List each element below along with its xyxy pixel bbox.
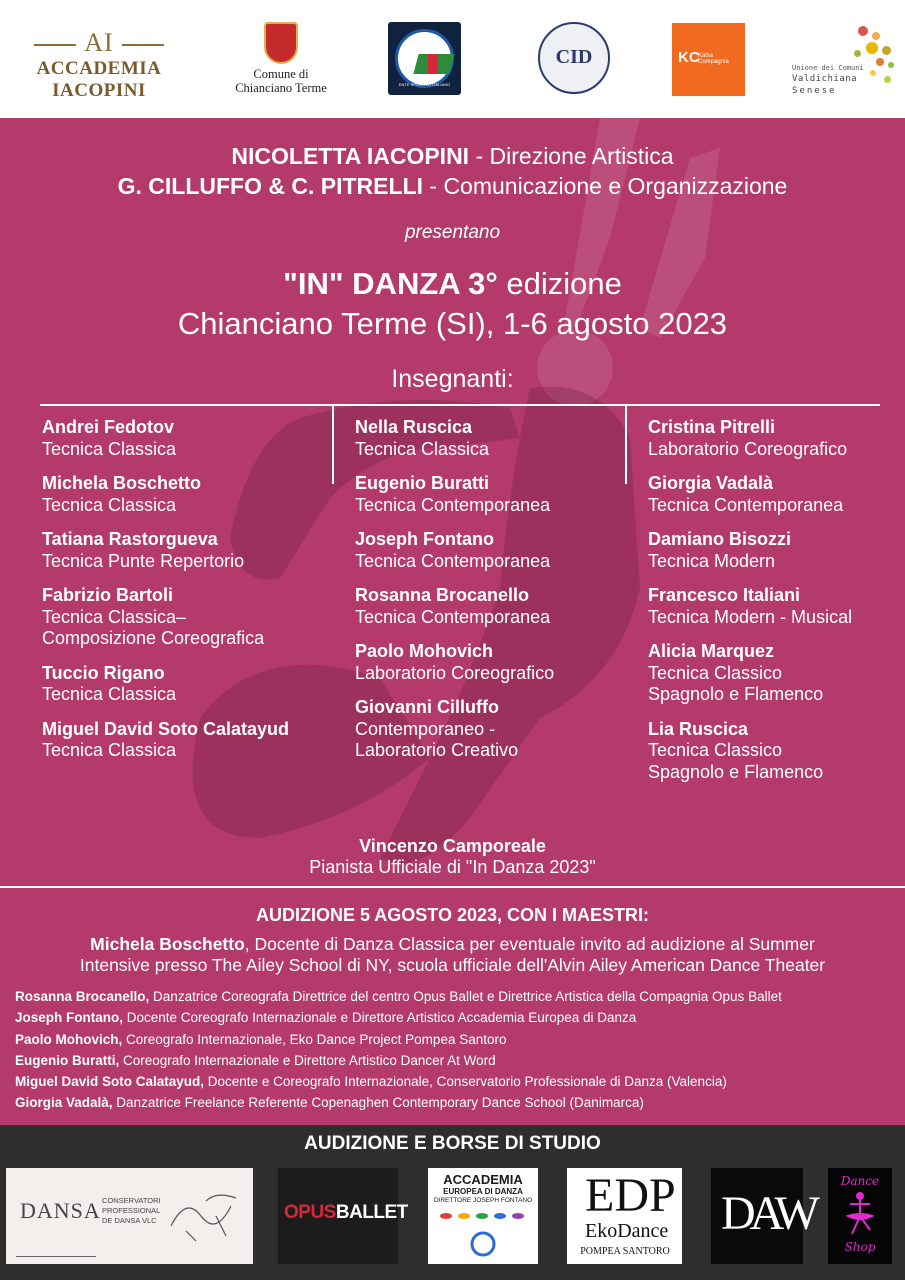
teacher-name: Nella Ruscica — [355, 417, 473, 437]
unione-comuni-logo — [792, 26, 902, 100]
teacher-name: Michela Boschetto — [42, 473, 202, 493]
teacher-entry — [648, 473, 852, 516]
jury-name: Paolo Mohovich, — [15, 1031, 123, 1047]
audition-main-name: Michela Boschetto — [90, 934, 245, 954]
eko-dance-project-logo — [567, 1168, 682, 1264]
teacher-entry — [42, 417, 289, 460]
audition-title: AUDIZIONE 5 AGOSTO 2023, CON I MAESTRI: — [255, 905, 650, 925]
pianist-role: Pianista Ufficiale di "In Danza 2023" — [309, 857, 596, 877]
teacher-role: Tecnica Classica — [42, 740, 177, 760]
teacher-name: Tuccio Rigano — [42, 662, 165, 683]
list-item — [15, 1071, 900, 1092]
teacher-role: Laboratorio Coreografico — [648, 438, 848, 459]
teacher-entry — [355, 697, 554, 762]
teacher-name: Rosanna Brocanello — [355, 585, 530, 605]
cid-logo — [538, 22, 610, 94]
column-divider — [332, 406, 334, 484]
teacher-entry — [355, 417, 554, 460]
teacher-role: Tecnica Modern — [648, 550, 776, 571]
teacher-role: Tecnica Classica– — [42, 606, 187, 627]
divider — [40, 404, 880, 406]
accademia-mark: AI — [10, 28, 188, 58]
teacher-name: Lia Ruscica — [648, 718, 749, 739]
teacher-role: Tecnica Contemporanea — [355, 550, 551, 571]
teacher-role: Tecnica Punte Repertorio — [42, 550, 245, 571]
teacher-role-line2: Spagnolo e Flamenco — [648, 761, 824, 782]
list-item — [15, 1007, 900, 1028]
teacher-role: Tecnica Contemporanea — [355, 494, 551, 515]
teacher-name: Giovanni Cilluffo — [355, 697, 499, 717]
audition-main-line1: , Docente di Danza Classica per eventuale invito ad audizione al Summer — [244, 934, 815, 954]
teacher-role-line2: Laboratorio Creativo — [355, 740, 519, 760]
teacher-name: Damiano Bisozzi — [648, 529, 792, 549]
teacher-role: Tecnica Classica — [42, 684, 177, 704]
unione-line1: Unione dei Comuni — [792, 64, 864, 72]
list-item — [15, 1092, 900, 1113]
colored-dots-icon — [438, 1210, 528, 1260]
list-item — [15, 1029, 900, 1050]
teacher-name: Alicia Marquez — [648, 641, 775, 661]
accademia-europea-title: ACCADEMIA — [443, 1172, 523, 1187]
accademia-europea-sub: EUROPEA DI DANZA — [443, 1187, 523, 1196]
teacher-entry — [355, 473, 554, 516]
teacher-name: Giorgia Vadalà — [648, 473, 774, 493]
teacher-role: Contemporaneo - — [355, 718, 496, 739]
artistic-director-role: - Direzione Artistica — [469, 143, 674, 169]
teacher-entry — [648, 719, 852, 784]
kalsa-compagnia-logo — [672, 23, 745, 96]
artistic-director-name: NICOLETTA IACOPINI — [231, 143, 470, 169]
jury-name: Miguel David Soto Calatayud, — [15, 1074, 205, 1090]
teacher-entry — [648, 641, 852, 706]
organizers-role: - Comunicazione e Organizzazione — [423, 173, 788, 199]
teacher-name: Tatiana Rastorgueva — [42, 529, 218, 549]
jury-desc: Docente Coreografo Internazionale e Direttore Artistico Accademia Europea di Danza — [123, 1010, 637, 1026]
teacher-name: Andrei Fedotov — [42, 417, 175, 437]
audition-main-text — [0, 934, 905, 975]
crest-icon — [264, 22, 298, 64]
comune-line2: Chianciano Terme — [235, 81, 327, 95]
comune-chianciano-logo — [226, 22, 336, 100]
bottom-title: AUDIZIONE E BORSE DI STUDIO — [304, 1133, 601, 1154]
sponsor-bar-top — [0, 0, 905, 118]
teacher-name: Cristina Pitrelli — [648, 417, 776, 437]
comune-line1: Comune di — [253, 67, 309, 81]
jury-name: Joseph Fontano, — [15, 1010, 123, 1026]
teacher-role: Tecnica Contemporanea — [648, 494, 844, 515]
jury-name: Giorgia Vadalà, — [15, 1095, 113, 1111]
dansa-sub: CONSERVATORI PROFESSIONAL DE DANSA VLC — [102, 1196, 161, 1225]
teacher-role: Tecnica Classica — [42, 494, 177, 515]
teacher-name: Paolo Mohovich — [355, 641, 494, 661]
unione-line2: Valdichiana — [792, 74, 858, 84]
teacher-role: Tecnica Classico — [648, 740, 783, 760]
teacher-entry — [42, 719, 289, 762]
teacher-role: Tecnica Classica — [355, 438, 490, 459]
teacher-entry — [42, 529, 289, 572]
accademia-name: ACCADEMIA IACOPINI — [36, 58, 162, 101]
teacher-entry — [355, 641, 554, 684]
accademia-europea-director: DIRETTORE JOSEPH FONTANO — [433, 1197, 533, 1204]
conservatori-dansa-logo — [6, 1168, 253, 1264]
dancer-at-word-logo — [711, 1168, 814, 1264]
divider — [0, 886, 905, 888]
presentano-text: presentano — [404, 222, 501, 243]
cid-text: CID — [555, 46, 593, 68]
pianist-name: Vincenzo Camporeale — [359, 836, 546, 856]
kc-text: KC — [678, 49, 700, 66]
dansa-mark: DANSA — [20, 1198, 101, 1223]
ballerina-icon — [844, 1190, 876, 1238]
dance-shop-logo — [828, 1168, 892, 1264]
jury-desc: Coreografo Internazionale, Eko Dance Project Pompea Santoro — [122, 1031, 507, 1047]
teacher-entry — [42, 585, 289, 650]
teacher-name: Miguel David Soto Calatayud — [42, 718, 290, 739]
teacher-entry — [42, 663, 289, 706]
jury-desc: Coreografo Internazionale e Direttore Artistico Dancer At Word — [119, 1052, 496, 1068]
audition-list — [15, 986, 900, 1114]
jury-desc: Danzatrice Freelance Referente Copenaghen Contemporary Dance School (Danimarca) — [112, 1095, 644, 1111]
teacher-role: Tecnica Classica — [42, 438, 177, 459]
dancers-sketch-icon — [166, 1186, 246, 1246]
accademia-iacopini-logo — [10, 28, 188, 101]
teacher-role: Tecnica Classico — [648, 662, 783, 683]
teacher-role: Tecnica Modern - Musical — [648, 606, 853, 627]
opus-text: OPUS — [284, 1202, 336, 1223]
jury-desc: Docente e Coreografo Internazionale, Conservatorio Professionale di Danza (Valencia) — [204, 1074, 727, 1090]
column-divider — [625, 406, 627, 484]
dance-shop-text: Dance — [840, 1174, 880, 1188]
audition-main-line2: Intensive presso The Ailey School di NY, scuola ufficiale dell'Alvin Ailey American Dance Theater — [79, 954, 826, 975]
jury-desc: Danzatrice Coreografa Direttrice del centro Opus Ballet e Direttrice Artistica della Compagnia Opus Ballet — [149, 989, 782, 1004]
teacher-name: Francesco Italiani — [648, 585, 801, 605]
list-item — [15, 986, 900, 1007]
edp-mark: EDP — [585, 1169, 676, 1222]
header-line-1 — [0, 143, 905, 170]
event-place-date: Chianciano Terme (SI), 1-6 agosto 2023 — [177, 306, 728, 341]
kc-sub-text: Kalsa Compagnia — [698, 53, 729, 65]
shop-text: Shop — [844, 1240, 876, 1254]
event-edition: edizione — [497, 266, 622, 301]
ekodance-text: EkoDance — [585, 1220, 669, 1242]
teacher-role: Laboratorio Coreografico — [355, 662, 555, 683]
unione-line3: Senese — [792, 86, 837, 96]
teachers-heading: Insegnanti: — [391, 365, 514, 393]
teacher-role-line2: Spagnolo e Flamenco — [648, 684, 824, 704]
accademia-europea-logo — [428, 1168, 538, 1264]
teacher-entry — [648, 529, 852, 572]
ballet-text: BALLET — [335, 1202, 408, 1223]
teachers-column-3 — [648, 417, 852, 796]
teacher-role: Tecnica Contemporanea — [355, 606, 551, 627]
header-line-2 — [0, 173, 905, 200]
teacher-entry — [42, 473, 289, 516]
pompea-santoro-text: POMPEA SANTORO — [580, 1246, 670, 1257]
event-name: "IN" DANZA 3° — [283, 266, 498, 301]
organizers-names: G. CILLUFFO & C. PITRELLI — [117, 173, 423, 199]
teacher-name: Fabrizio Bartoli — [42, 585, 174, 605]
ente-text: ENTE SPORTIVO ITALIANO — [398, 82, 451, 87]
teacher-role-line2: Composizione Coreografica — [42, 628, 265, 648]
teachers-column-2 — [355, 417, 554, 775]
teacher-entry — [355, 529, 554, 572]
jury-name: Eugenio Buratti, — [15, 1052, 120, 1068]
pianist-block — [0, 836, 905, 878]
teachers-column-1 — [42, 417, 289, 775]
teacher-entry — [648, 417, 852, 460]
teacher-entry — [355, 585, 554, 628]
ente-circle-icon — [395, 29, 454, 88]
ente-sportivo-logo — [388, 22, 461, 95]
jury-name: Rosanna Brocanello, — [15, 989, 150, 1004]
event-title — [0, 266, 905, 302]
list-item — [15, 1050, 900, 1071]
teacher-entry — [648, 585, 852, 628]
daw-mark: DAW — [721, 1187, 814, 1240]
teacher-name: Joseph Fontano — [355, 529, 494, 549]
teacher-name: Eugenio Buratti — [355, 473, 489, 493]
opus-ballet-logo — [278, 1168, 408, 1264]
